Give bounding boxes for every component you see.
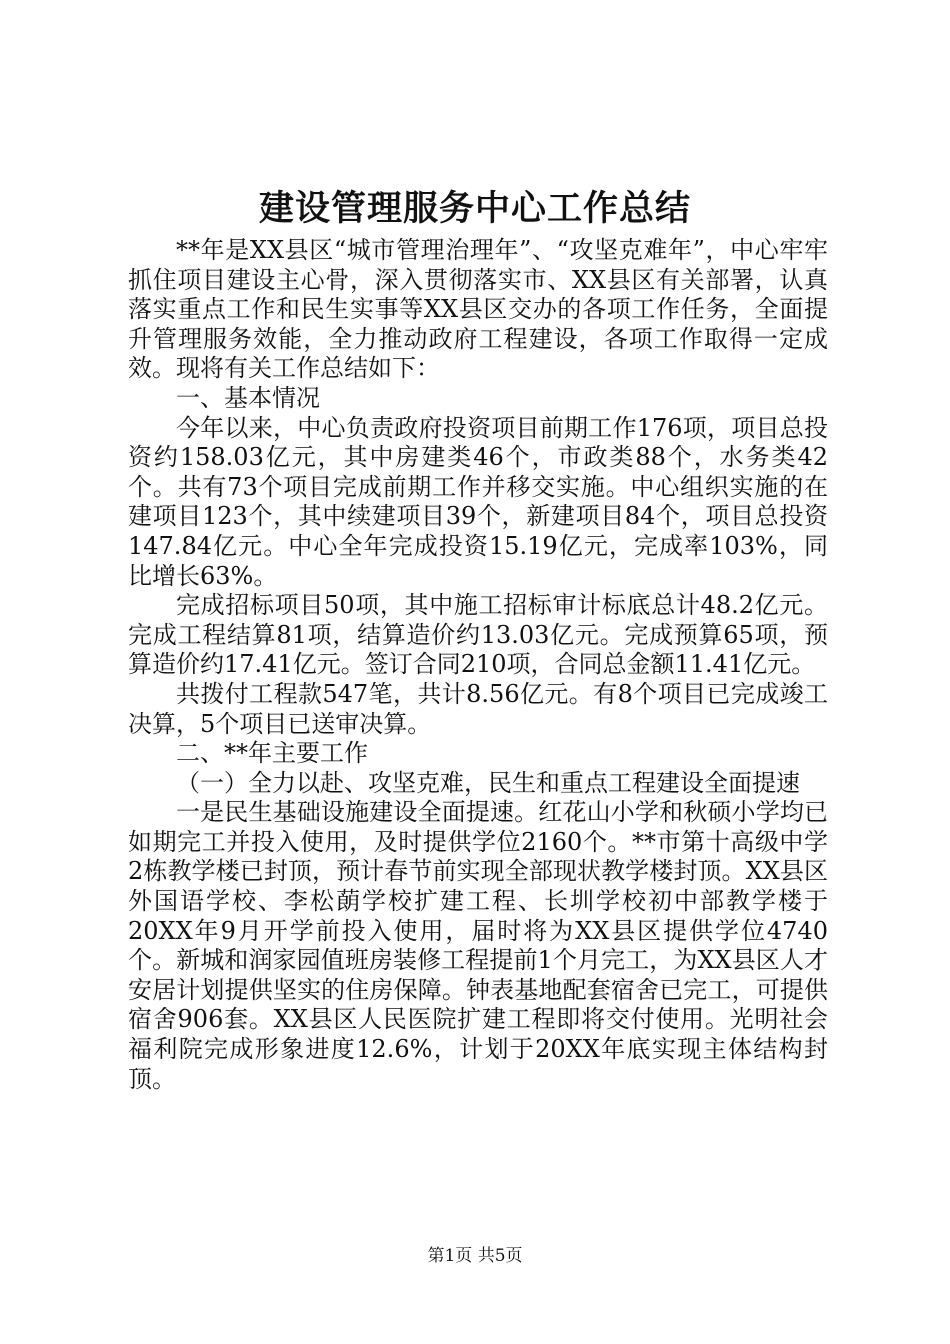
page-footer: 第1页 共5页	[427, 1246, 523, 1266]
bidding-paragraph: 完成招标项目50项，其中施工招标审计标底总计48.2亿元。完成工程结算81项，结算造价约13.03亿元。完成预算65项，预算造价约17.41亿元。签订合同210项，合同总金额11.41亿元。	[128, 591, 828, 679]
intro-paragraph: **年是XX县区“城市管理治理年”、“攻坚克难年”，中心牢牢抓住项目建设主心骨，深入贯彻落实市、XX县区有关部署，认真落实重点工作和民生实事等XX县区交办的各项工作任务，全面提升管理服务效能，全力推动政府工程建设，各项工作取得一定成效。现将有关工作总结如下：	[128, 236, 828, 383]
section-heading-main-work: 二、**年主要工作	[176, 739, 368, 768]
section-heading-basic-situation: 一、基本情况	[176, 383, 320, 412]
document-title: 建设管理服务中心工作总结	[258, 188, 691, 229]
payment-paragraph: 共拨付工程款547笔，共计8.56亿元。有8个项目已完成竣工决算，5个项目已送审决算。	[128, 679, 828, 738]
basic-situation-paragraph: 今年以来，中心负责政府投资项目前期工作176项，项目总投资约158.03亿元，其中房建类46个，市政类88个，水务类42个。共有73个项目完成前期工作并移交实施。中心组织实施的在建项目123个，其中续建项目39个，新建项目84个，项目总投资147.84亿元。中心全年完成投资15.19亿元，完成率103%，同比增长63%。	[128, 413, 828, 590]
document-body	[128, 236, 828, 1094]
subsection-heading-1: （一）全力以赴、攻坚克难，民生和重点工程建设全面提速	[176, 768, 800, 797]
livelihood-infrastructure-paragraph: 一是民生基础设施建设全面提速。红花山小学和秋硕小学均已如期完工并投入使用，及时提供学位2160个。**市第十高级中学2栋教学楼已封顶，预计春节前实现全部现状教学楼封顶。XX县区外国语学校、李松蓢学校扩建工程、长圳学校初中部教学楼于20XX年9月开学前投入使用，届时将为XX县区提供学位4740个。新城和润家园值班房装修工程提前1个月完工，为XX县区人才安居计划提供坚实的住房保障。钟表基地配套宿舍已完工，可提供宿舍906套。XX县区人民医院扩建工程即将交付使用。光明社会福利院完成形象进度12.6%，计划于20XX年底实现主体结构封顶。	[128, 798, 828, 1093]
